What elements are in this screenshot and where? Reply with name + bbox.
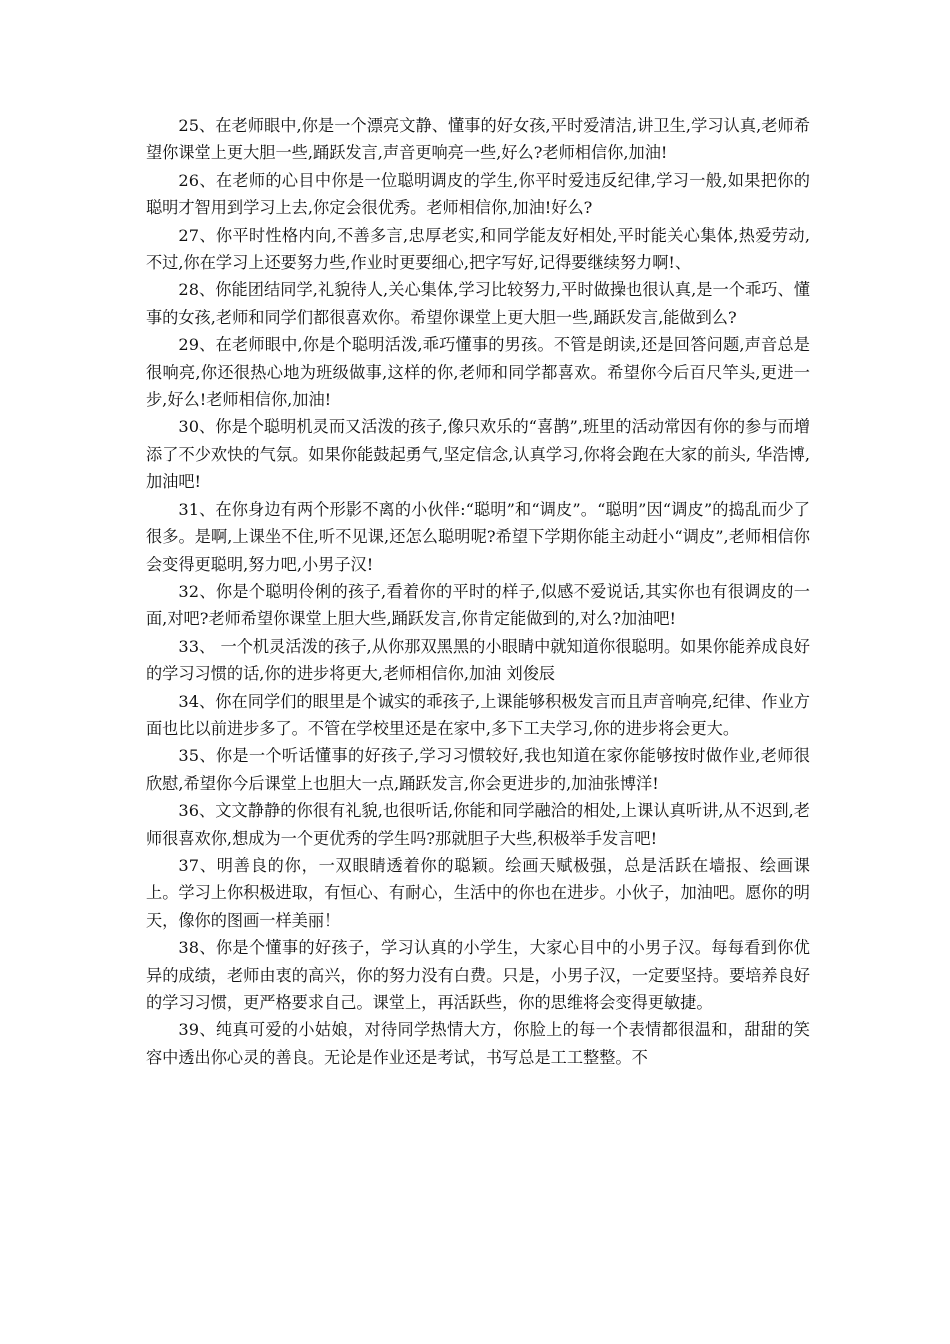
comment-paragraph-37: 37、明善良的你，一双眼睛透着你的聪颖。绘画天赋极强，总是活跃在墙报、绘画课上。学习上你积极进取，有恒心、有耐心，生活中的你也在进步。小伙子，加油吧。愿你的明天，像你的图画一样美丽！ — [146, 855, 810, 930]
comment-paragraph-38: 38、你是个懂事的好孩子，学习认真的小学生，大家心目中的小男子汉。每每看到你优异的成绩，老师由衷的高兴，你的努力没有白费。只是，小男子汉，一定要坚持。要培养良好的学习习惯，更严格要求自己。课堂上，再活跃些，你的思维将会变得更敏捷。 — [146, 938, 810, 1012]
comment-paragraph-30: 30、你是个聪明机灵而又活泼的孩子,像只欢乐的“喜鹊”,班里的活动常因有你的参与而增添了不少欢快的气氛。如果你能鼓起勇气,坚定信念,认真学习,你将会跑在大家的前头, 华浩博,加油吧! — [146, 417, 810, 492]
comment-paragraph-39: 39、纯真可爱的小姑娘，对待同学热情大方，你脸上的每一个表情都很温和，甜甜的笑容中透出你心灵的善良。无论是作业还是考试，书写总是工工整整。不 — [146, 1020, 810, 1067]
comment-paragraph-36: 36、文文静静的你很有礼貌,也很听话,你能和同学融洽的相处,上课认真听讲,从不迟到,老师很喜欢你,想成为一个更优秀的学生吗?那就胆子大些,积极举手发言吧! — [146, 801, 810, 848]
comment-paragraph-28: 28、你能团结同学,礼貌待人,关心集体,学习比较努力,平时做操也很认真,是一个乖巧、懂事的女孩,老师和同学们都很喜欢你。希望你课堂上更大胆一些,踊跃发言,能做到么? — [146, 280, 810, 327]
comment-paragraph-34: 34、你在同学们的眼里是个诚实的乖孩子,上课能够积极发言而且声音响亮,纪律、作业方面也比以前进步多了。不管在学校里还是在家中,多下工夫学习,你的进步将会更大。 — [146, 691, 810, 738]
comment-paragraph-26: 26、在老师的心目中你是一位聪明调皮的学生,你平时爱违反纪律,学习一般,如果把你的聪明才智用到学习上去,你定会很优秀。老师相信你,加油!好么? — [146, 170, 810, 218]
comment-paragraph-31: 31、在你身边有两个形影不离的小伙伴:“聪明”和“调皮”。“聪明”因“调皮”的捣乱而少了很多。是啊,上课坐不住,听不见课,还怎么聪明呢?希望下学期你能主动赶小“调皮”,老师相信你会变得更聪明,努力吧,小男子汉! — [146, 499, 810, 574]
comment-paragraph-27: 27、你平时性格内向,不善多言,忠厚老实,和同学能友好相处,平时能关心集体,热爱劳动,不过,你在学习上还要努力些,作业时更要细心,把字写好,记得要继续努力啊!、 — [146, 225, 810, 273]
comment-paragraph-35: 35、你是一个听话懂事的好孩子,学习习惯较好,我也知道在家你能够按时做作业,老师很欣慰,希望你今后课堂上也胆大一点,踊跃发言,你会更进步的,加油张博洋! — [146, 746, 810, 793]
comment-paragraph-29: 29、在老师眼中,你是个聪明活泼,乖巧懂事的男孩。不管是朗读,还是回答问题,声音总是很响亮,你还很热心地为班级做事,这样的你,老师和同学都喜欢。希望你今后百尺竿头,更进一步,好么!老师相信你,加油! — [146, 335, 810, 410]
comment-paragraph-32: 32、你是个聪明伶俐的孩子,看着你的平时的样子,似感不爱说话,其实你也有很调皮的一面,对吧?老师希望你课堂上胆大些,踊跃发言,你肯定能做到的,对么?加油吧! — [146, 581, 810, 629]
comment-paragraph-25: 25、在老师眼中,你是一个漂亮文静、懂事的好女孩,平时爱清洁,讲卫生,学习认真,老师希望你课堂上更大胆一些,踊跃发言,声音更响亮一些,好么?老师相信你,加油! — [146, 116, 810, 163]
document-body — [146, 112, 810, 1071]
comment-paragraph-33: 33、 一个机灵活泼的孩子,从你那双黑黑的小眼睛中就知道你很聪明。如果你能养成良好的学习习惯的话,你的进步将更大,老师相信你,加油 刘俊辰 — [146, 636, 810, 684]
